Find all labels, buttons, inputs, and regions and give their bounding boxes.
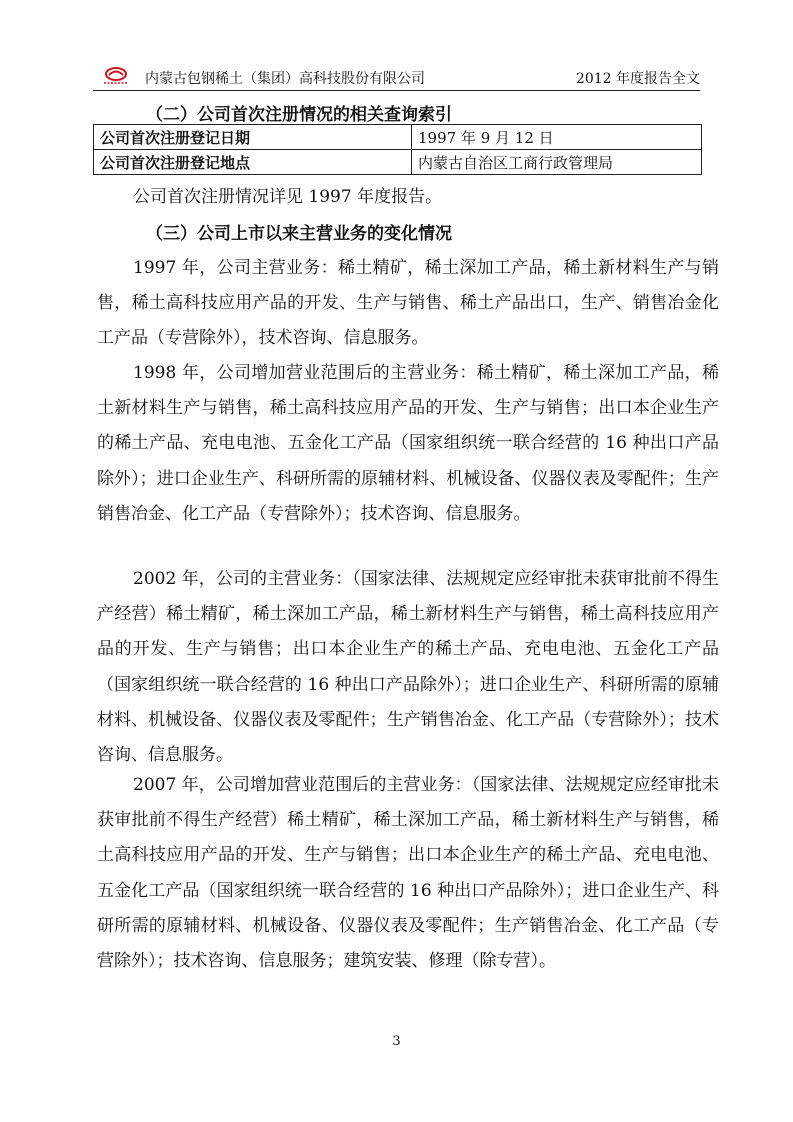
registration-place-value: 内蒙古自治区工商行政管理局	[412, 150, 702, 175]
paragraph-1998: 1998 年，公司增加营业范围后的主营业务：稀土精矿，稀土深加工产品，稀土新材料生产与销售，稀土高科技应用产品的开发、生产与销售；出口本企业生产的稀土产品、充电电池、五金化工产品（国家组织统一联合经营的 16 种出口产品除外）；进口企业生产、科研所需的原辅材料、机械设备、仪器仪表及零配件；生产销售冶金、化工产品（专营除外）；技术咨询、信息服务。	[97, 363, 719, 524]
company-logo-icon	[101, 66, 131, 86]
paragraph-1997: 1997 年，公司主营业务：稀土精矿，稀土深加工产品，稀土新材料生产与销售，稀土高科技应用产品的开发、生产与销售、稀土产品出口，生产、销售冶金化工产品（专营除外），技术咨询、信息服务。	[97, 258, 719, 349]
registration-place-label: 公司首次注册登记地点	[94, 150, 412, 175]
section-title-business-changes: （三）公司上市以来主营业务的变化情况	[146, 224, 452, 244]
page-number: 3	[392, 1034, 401, 1049]
paragraph-2007: 2007 年，公司增加营业范围后的主营业务：（国家法律、法规规定应经审批未获审批前不得生产经营）稀土精矿，稀土深加工产品，稀土新材料生产与销售，稀土高科技应用产品的开发、生产与销售；出口本企业生产的稀土产品、充电电池、五金化工产品（国家组织统一联合经营的 16 种出口产品除外）；进口企业生产、科研所需的原辅材料、机械设备、仪器仪表及零配件；生产销售冶金、化工产品（专营除外）；技术咨询、信息服务；建筑安装、修理（除专营）。	[97, 775, 719, 972]
paragraph-2002: 2002 年，公司的主营业务：（国家法律、法规规定应经审批未获审批前不得生产经营）稀土精矿，稀土深加工产品，稀土新材料生产与销售，稀土高科技应用产品的开发、生产与销售；出口本企业生产的稀土产品、充电电池、五金化工产品（国家组织统一联合经营的 16 种出口产品除外）；进口企业生产、科研所需的原辅材料、机械设备、仪器仪表及零配件；生产销售冶金、化工产品（专营除外）；技术咨询、信息服务。	[97, 569, 719, 766]
registration-date-label: 公司首次注册登记日期	[94, 125, 412, 150]
company-name: 内蒙古包钢稀土（集团）高科技股份有限公司	[145, 71, 425, 87]
report-title: 2012 年度报告全文	[575, 71, 700, 87]
registration-note: 公司首次注册情况详见 1997 年度报告。	[133, 187, 443, 207]
section-title-registration: （二）公司首次注册情况的相关查询索引	[146, 105, 452, 125]
registration-table	[93, 124, 702, 175]
table-row	[94, 125, 702, 150]
registration-date-value: 1997 年 9 月 12 日	[412, 125, 702, 150]
page-header	[93, 64, 700, 91]
table-row	[94, 150, 702, 175]
